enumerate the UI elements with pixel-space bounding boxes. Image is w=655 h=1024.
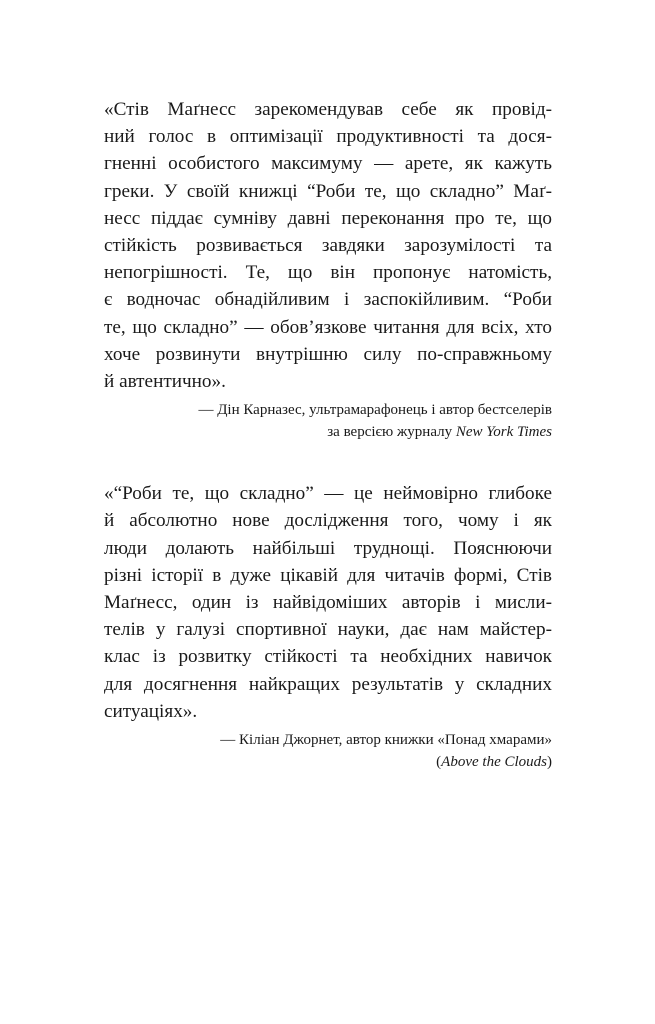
book-page (104, 96, 552, 773)
quote-line: несс піддає сумніву давні переконання про те, що (104, 207, 552, 229)
attribution-book-title: Above the Clouds (441, 754, 547, 771)
quote-line: «Стів Маґнесс зарекомендував себе як провід- (104, 99, 552, 120)
quote-line: стійкість розвивається завдяки зарозумілості та (104, 235, 552, 257)
attribution-publication: New York Times (455, 424, 552, 441)
quote-line: Маґнесс, один із найвідоміших авторів і мисли- (104, 592, 552, 614)
quote-line: те, що складно” — обов’язкове читання для всіх, хто (104, 316, 552, 338)
quote-line: греки. У своїй книжці “Роби те, що складно” Маґ- (104, 180, 552, 202)
endorsement-quote (104, 96, 552, 395)
endorsement-attribution (104, 399, 552, 443)
quote-line: є водночас обнадійливим і заспокійливим. “Роби (104, 289, 552, 311)
attribution-author: — Дін Карназес, ультрамарафонець і автор бестселерів (198, 402, 552, 419)
endorsement-attribution (104, 729, 552, 773)
quote-line: непогрішності. Те, що він пропонує натомість, (104, 262, 552, 284)
quote-line: для досягнення найкращих результатів у складних (104, 673, 552, 695)
attribution-author: — Кіліан Джорнет, автор книжки «Понад хмарами» (220, 732, 552, 749)
quote-line: клас із розвитку стійкості та необхідних навичок (104, 646, 552, 668)
quote-line: хоче розвинути внутрішню силу по-справжньому (104, 343, 552, 365)
attribution-source (104, 421, 552, 443)
endorsement-1 (104, 96, 552, 443)
quote-line: й абсолютно нове дослідження того, чому і як (104, 510, 552, 532)
endorsement-quote (104, 480, 552, 725)
attribution-source-prefix: ( (436, 754, 442, 771)
quote-line: гненні особистого максимуму — арете, як кажуть (104, 153, 552, 175)
quote-line: різні історії в дуже цікавій для читачів формі, Стів (104, 564, 552, 586)
quote-line: телів у галузі спортивної науки, дає нам майстер- (104, 619, 552, 641)
quote-line: люди долають найбільші труднощі. Пояснюючи (104, 537, 552, 559)
attribution-source-prefix: за версією журналу (327, 424, 456, 441)
attribution-source (104, 751, 552, 773)
quote-line: ситуаціях». (104, 700, 198, 722)
quote-line: «“Роби те, що складно” — це неймовірно глибоке (104, 483, 552, 505)
quote-line: ний голос в оптимізації продуктивності та дося- (104, 126, 552, 148)
endorsement-2 (104, 480, 552, 773)
quote-line: й автентично». (104, 371, 226, 393)
attribution-source-suffix: ) (547, 754, 552, 771)
